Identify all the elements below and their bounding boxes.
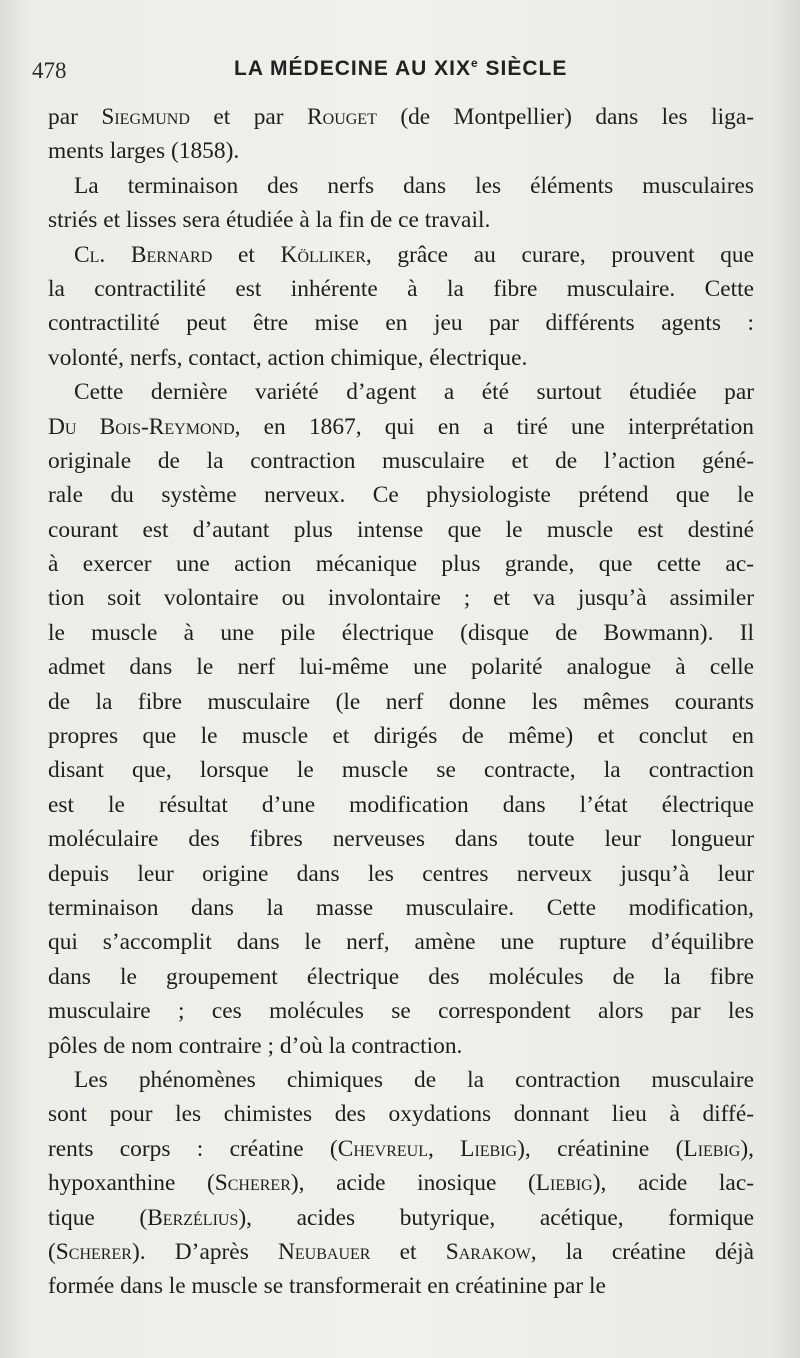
text-line	[48, 719, 754, 753]
text-line	[48, 788, 754, 822]
author-name: Berzélius	[147, 1204, 239, 1231]
running-title-end: SIÈCLE	[478, 57, 568, 80]
text-line	[48, 547, 754, 581]
author-name: Cl. Bernard	[74, 241, 213, 268]
author-name: Liebig	[683, 1135, 741, 1162]
paragraph-p5	[48, 1063, 754, 1304]
author-name: Kölliker	[280, 241, 366, 268]
text-run: ), créatinine (	[517, 1135, 684, 1162]
text-run: Les phénomènes chimiques de la contraction musculaire	[74, 1066, 754, 1093]
text-run: disant que, lorsque le muscle se contracte, la contraction	[48, 757, 754, 784]
text-run: , la créatine déjà	[530, 1238, 754, 1265]
text-run: musculaire ; ces molécules se correspondent alors par les	[48, 998, 754, 1025]
text-line	[48, 753, 754, 787]
running-title-superscript: e	[470, 56, 479, 70]
text-line	[48, 341, 754, 375]
text-run: rents corps : créatine (	[48, 1135, 338, 1162]
text-line	[48, 100, 754, 134]
text-line	[48, 925, 754, 959]
text-line	[48, 685, 754, 719]
author-name: Rouget	[307, 104, 377, 130]
text-run: et par	[189, 104, 308, 130]
paragraph-p3	[48, 238, 754, 376]
text-run: hypoxanthine (	[48, 1170, 215, 1197]
text-run: et	[370, 1238, 446, 1265]
text-run: La terminaison des nerfs dans les éléments musculaires	[74, 172, 754, 199]
author-name: Neubauer	[278, 1238, 371, 1265]
text-line	[48, 203, 754, 237]
text-run: (	[48, 1238, 56, 1265]
body-text	[48, 100, 754, 1304]
text-line	[48, 272, 754, 306]
text-run: , en 1867, qui en a tiré une interprétation	[234, 413, 754, 440]
text-run: tique (	[48, 1204, 148, 1231]
text-run: de la fibre musculaire (le nerf donne les mêmes courants	[48, 688, 754, 715]
text-line	[48, 1269, 754, 1303]
text-run: courant est d’autant plus intense que le muscle est destiné	[48, 516, 754, 543]
author-name: Scherer	[214, 1170, 291, 1197]
text-line	[48, 478, 754, 512]
running-title	[234, 56, 567, 81]
author-name: Scherer	[55, 1238, 132, 1265]
text-run: depuis leur origine dans les centres nerveux jusqu’à leur	[48, 860, 754, 887]
text-run: ),	[740, 1135, 754, 1162]
text-run: qui s’accomplit dans le nerf, amène une rupture d’équilibre	[48, 929, 754, 956]
text-run: ,	[428, 1135, 461, 1162]
text-run: contractilité peut être mise en jeu par différents agents :	[48, 310, 754, 337]
text-run: (de Montpellier) dans les liga-	[376, 104, 754, 130]
text-run: admet dans le nerf lui-même une polarité analogue à celle	[48, 654, 754, 681]
text-line	[48, 169, 754, 203]
text-line	[48, 650, 754, 684]
running-header	[32, 56, 772, 88]
text-line	[48, 822, 754, 856]
author-name: Liebig	[460, 1135, 518, 1162]
text-line	[48, 1029, 754, 1063]
text-line	[48, 1097, 754, 1131]
text-line	[48, 410, 754, 444]
text-line	[48, 1235, 754, 1269]
text-run: moléculaire des fibres nerveuses dans toute leur longueur	[48, 826, 754, 853]
text-run: volonté, nerfs, contact, action chimique, électrique.	[48, 344, 528, 371]
text-run: originale de la contraction musculaire et de l’action géné-	[48, 447, 754, 474]
text-run: le muscle à une pile électrique (disque de Bowmann). Il	[48, 619, 754, 646]
author-name: Du Bois-Reymond	[48, 413, 235, 440]
text-run: , grâce au curare, prouvent que	[365, 241, 755, 268]
text-line	[48, 960, 754, 994]
text-line	[48, 857, 754, 891]
text-line	[48, 616, 754, 650]
text-run: à exercer une action mécanique plus grande, que cette ac-	[48, 551, 754, 578]
paragraph-p1	[48, 100, 754, 169]
text-run: par	[48, 104, 102, 130]
text-run: sont pour les chimistes des oxydations donnant lieu à diffé-	[48, 1101, 754, 1128]
text-line	[48, 1166, 754, 1200]
author-name: Liebig	[535, 1170, 593, 1197]
text-run: ), acide inosique (	[290, 1170, 536, 1197]
text-run: ), acides butyrique, acétique, formique	[238, 1204, 754, 1231]
page-number: 478	[32, 58, 67, 83]
text-line	[48, 581, 754, 615]
text-run: propres que le muscle et dirigés de même) et conclut en	[48, 723, 754, 750]
author-name: Siegmund	[101, 104, 190, 130]
text-run: formée dans le muscle se transformerait en créatinine par le	[48, 1273, 606, 1300]
text-line	[48, 375, 754, 409]
text-run: terminaison dans la masse musculaire. Cette modification,	[48, 894, 754, 921]
text-line	[48, 134, 754, 168]
text-run: ). D’après	[131, 1238, 278, 1265]
text-line	[48, 513, 754, 547]
text-line	[48, 444, 754, 478]
text-run: est le résultat d’une modification dans l’état électrique	[48, 791, 754, 818]
author-name: Chevreul	[337, 1135, 428, 1162]
text-line	[48, 891, 754, 925]
text-line	[48, 238, 754, 272]
text-run: pôles de nom contraire ; d’où la contraction.	[48, 1032, 463, 1059]
text-line	[48, 1201, 754, 1235]
author-name: Sarakow	[445, 1238, 531, 1265]
text-line	[48, 1132, 754, 1166]
text-run: ), acide lac-	[592, 1170, 754, 1197]
paragraph-p2	[48, 169, 754, 238]
text-line	[48, 1063, 754, 1097]
text-run: Cette dernière variété d’agent a été surtout étudiée par	[74, 379, 754, 406]
text-run: rale du système nerveux. Ce physiologiste prétend que le	[48, 482, 754, 509]
text-line	[48, 994, 754, 1028]
text-line	[48, 306, 754, 340]
running-title-main: LA MÉDECINE AU XIX	[234, 57, 471, 80]
text-run: et	[212, 241, 281, 268]
text-run: tion soit volontaire ou involontaire ; et va jusqu’à assimiler	[48, 585, 754, 612]
text-run: ments larges (1858).	[48, 138, 240, 165]
text-run: la contractilité est inhérente à la fibre musculaire. Cette	[48, 275, 754, 302]
text-run: dans le groupement électrique des molécules de la fibre	[48, 963, 754, 990]
paragraph-p4	[48, 375, 754, 1063]
text-run: striés et lisses sera étudiée à la fin de ce travail.	[48, 207, 491, 234]
